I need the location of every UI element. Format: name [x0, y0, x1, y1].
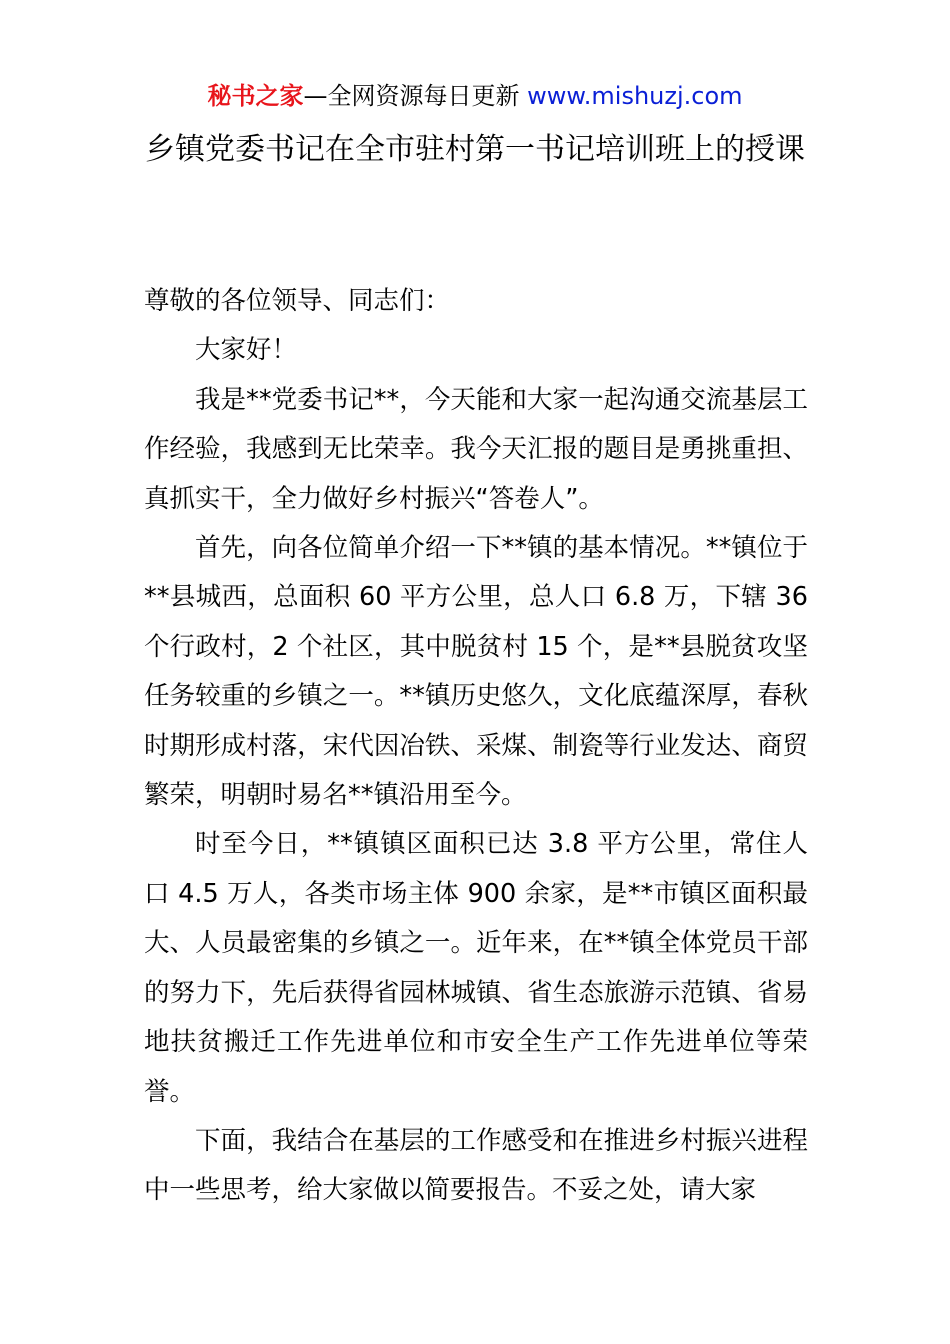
site-header	[0, 80, 950, 112]
site-brand: 秘书之家	[207, 82, 304, 110]
paragraph: 首先，向各位简单介绍一下**镇的基本情况。**镇位于**县城西，总面积 60 平方公里，总人口 6.8 万，下辖 36 个行政村，2 个社区，其中脱贫村 15 个，是**县脱贫攻坚任务较重的乡镇之一。**镇历史悠久，文化底蕴深厚，春秋时期形成村落，宋代因冶铁、采煤、制瓷等行业发达、商贸繁荣，明朝时易名**镇沿用至今。	[144, 533, 808, 811]
salutation: 尊敬的各位领导、同志们：	[144, 286, 451, 316]
document-title: 乡镇党委书记在全市驻村第一书记培训班上的授课	[145, 132, 805, 167]
paragraph: 时至今日，**镇镇区面积已达 3.8 平方公里，常住人口 4.5 万人，各类市场主体 900 余家，是**市镇区面积最大、人员最密集的乡镇之一。近年来，在**镇全体党员干部的努力下，先后获得省园林城镇、省生态旅游示范镇、省易地扶贫搬迁工作先进单位和市安全生产工作先进单位等荣誉。	[144, 829, 808, 1107]
site-url-link[interactable]: www.mishuzj.com	[527, 82, 743, 110]
site-tagline: —全网资源每日更新	[303, 82, 528, 110]
paragraph: 我是**党委书记**，今天能和大家一起沟通交流基层工作经验，我感到无比荣幸。我今天汇报的题目是勇挑重担、真抓实干，全力做好乡村振兴“答卷人”。	[144, 384, 808, 514]
paragraph: 大家好！	[195, 335, 298, 366]
paragraph: 下面，我结合在基层的工作感受和在推进乡村振兴进程中一些思考，给大家做以简要报告。不妥之处，请大家	[144, 1125, 808, 1206]
document-body	[144, 277, 808, 1216]
